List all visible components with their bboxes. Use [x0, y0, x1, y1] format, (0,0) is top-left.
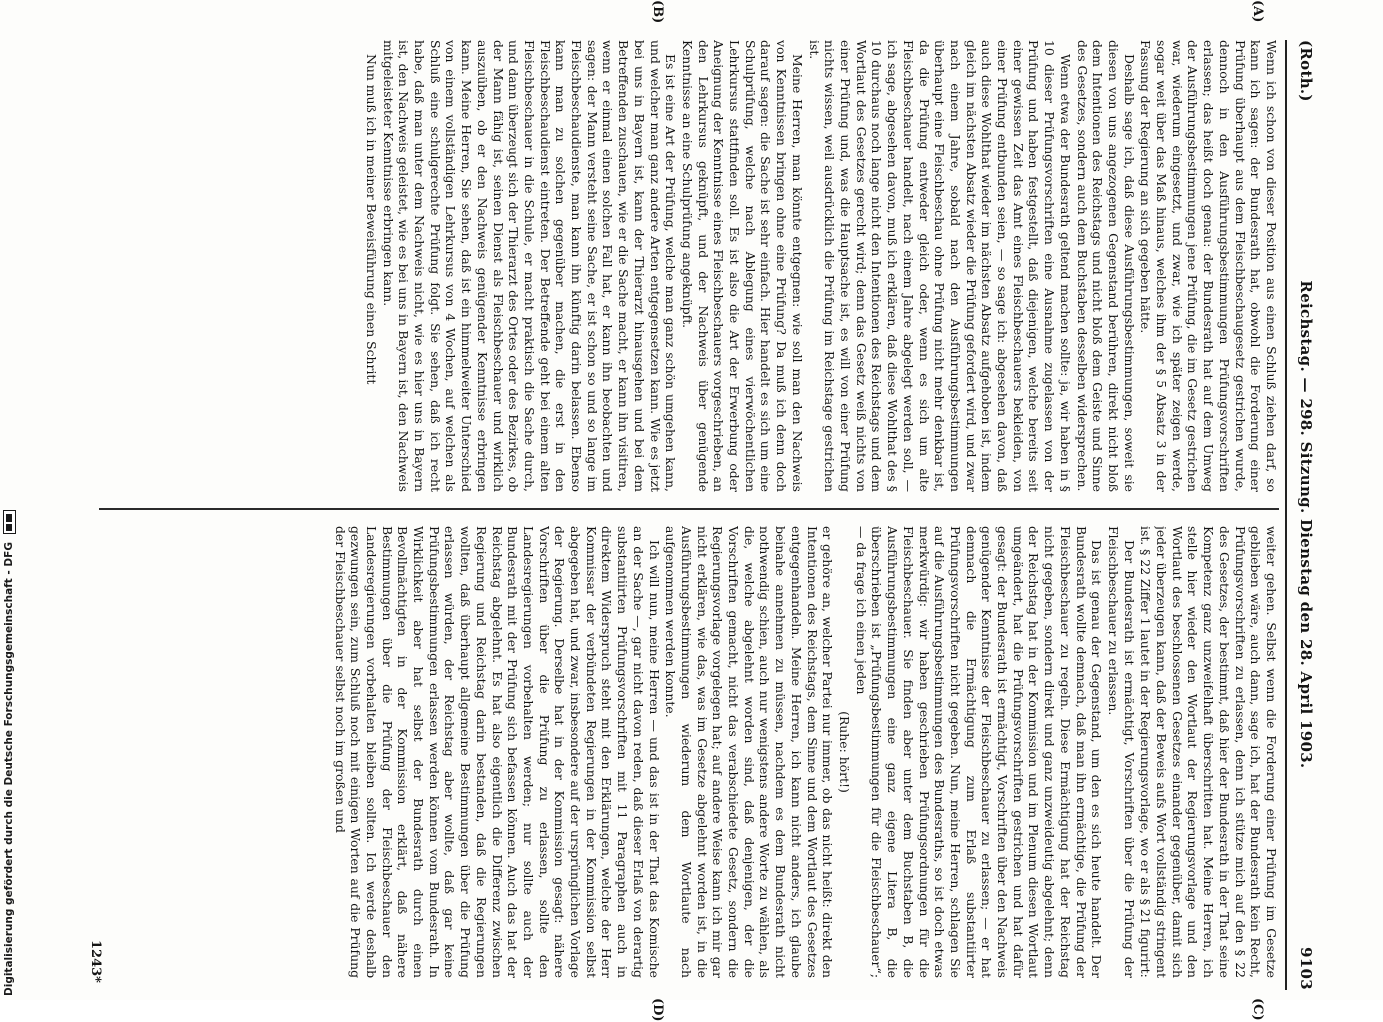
header-title: Reichstag. — 298. Sitzung. Dienstag den 28. April 1903. [1297, 280, 1315, 769]
page-header [1285, 40, 1325, 990]
left-paragraph: Deshalb sage ich, daß diese Ausführungsbestimmungen, soweit sie diesen von uns angezogenen Gegenstand berühren, direkt nicht bloß dem Intentionen des Reichstags und nicht bloß dem Geiste und Sinne des Gesetzes, sondern auch dem Buchstaben desselben widersprechen. [1074, 40, 1137, 492]
margin-marker-b: (B) [650, 0, 665, 24]
right-column [99, 526, 1279, 978]
left-paragraph: Wenn ich schon von dieser Position aus einen Schluß ziehen darf, so kann ich sagen: der Bundesrath hat, obwohl die Forderung einer Prüfung überhaupt aus dem Fleischbeschaugesetz gestrichen wurde, dennoch in den Ausführungsbestimmungen Prüfungsvorschriften erlassen; das heißt doch genau: der Bundesrath hat auf dem Umweg der Ausführungsbestimmungen jene Prüfung, die im Gesetz gestrichen war, wiederum eingesetzt, und zwar, wie ich später zeigen werde, sogar weit über das Maß hinaus, welches ihm der § 5 Absatz 3 in der Fassung der Regierung an sich gegeben hätte. [1138, 40, 1279, 492]
header-page-number: 9103 [1297, 947, 1315, 990]
interjection: (Ruhe: hört!) [837, 711, 853, 793]
left-column [99, 40, 1279, 492]
header-speaker: (Roth.) [1297, 40, 1315, 102]
rotated-newspaper-page [80, 0, 1325, 1022]
right-paragraph: Der Bundesrath ist ermächtigt, Vorschriften über die Prüfung der Fleischbeschauer zu erlassen. [1105, 526, 1137, 978]
left-paragraph: Nun muß ich in meiner Beweisführung einen Schritt [363, 54, 379, 385]
right-paragraph: Das ist genau der Gegenstand, um den es sich heute handelt. Der Bundesrath wollte demnach, daß man ihn ermächtige, die Prüfung der Fleischbeschauer zu regeln. Diese Ermächtigung hat der Reichstag nicht gegeben, sondern direkt und ganz unzweideutig abgelehnt; denn der Reichstag hat in der Kommission und im Plenum diesen Wortlaut umgeändert, hat die Prüfungsvorschriften gestrichen und hat dafür gesagt: der Bundesrath ist ermächtigt, Vorschriften über den Nachweis genügender Kenntnisse der Fleischbeschauer zu erlassen; — er hat demnach die Ermächtigung zum Erlaß substantiirter Prüfungsvorschriften nicht gegeben. Nun, meine Herren, schlagen Sie auf die Ausführungsbestimmungen des Bundesraths, so ist doch etwas merkwürdig: wir haben geschrieben Prüfungsordnungen für die Fleischbeschauer. Sie finden aber unter dem Buchstaben B, die Ausführungsbestimmungen eine ganz eigene Litera B, die überschrieben ist „Prüfungsbestimmungen für die Fleischbeschauer“; — da frage ich einen jeden [853, 526, 1105, 978]
left-paragraph: Es ist eine Art der Prüfung, welche man ganz schön umgehen kann, und welcher man ganz andere Arten entgegensetzen kann. Wie es jetzt bei uns in Bayern ist, kann der Thierarzt hinausgehen und bei dem Betreffenden zuschauen, wie er die Sache macht, er kann ihn visitiren, wenn er einmal einen solchen Fall hat, er kann ihn beobachten und sagen: der Mann versteht seine Sache, er ist schon so und so lange im Fleischbeschaudienste, man kann ihn künftig darin belassen. Ebenso kann man zu solchen gegenüber machen, die erst in den Fleischbeschaudienst eintreten. Der Betreffende geht bei einem alten Fleischbeschauer in die Schule, er macht praktisch die Sache durch, und dann überzeugt sich der Thierarzt des Ortes oder des Bezirkes, ob der Mann fähig ist, seinen Dienst als Fleischbeschauer und wirklich auszuüben, ob er den Nachweis genügender Kenntnisse erbringen kann. Meine Herren, Sie sehen, daß ist ein himmelweiter Unterschied von einem vollständigen Lehrkursus von 4 Wochen, auf welchen als Schluß eine schulgerechte Prüfung folgt. Sie sehen, daß ich recht habe, daß man unter dem Nachweis nicht, wie es hier uns in Bayern ist, den Nachweis geleistet, wie es bei uns in Bayern ist, den Nachweis mitgeleisteter Kenntnisse erbringen kann. [380, 40, 679, 492]
column-divider [99, 508, 1279, 510]
dfg-logo-icon [3, 510, 16, 534]
right-paragraph: er gehöre an, welcher Partei nur immer, ob das nicht heißt: direkt den Intentionen des Reichstags, dem Sinne und dem Wortlaut des Gesetzes entgegenhandeln. Meine Herren, ich kann nicht anders, ich glaube beinahe annehmen zu müssen, nachdem es dem Bundesrath nicht nothwendig schien, auch nur wenigstens andere Worte zu wählen, als die, welche abgelehnt worden sind, daß denjenigen, der die Vorschriften gemacht, nicht das verabschiedete Gesetz, sondern die Regierungsvorlage vorgelegen hat; auf andere Weise kann ich mir gar nicht erklären, wie das, was im Gesetze abgelehnt worden ist, in die Ausführungsbestimmungen wiederum dem Wortlaute nach aufgenommen werden konnte. [663, 526, 836, 978]
sheet-signature: 1243* [88, 940, 103, 983]
right-paragraph: weiter gehen. Selbst wenn die Forderung einer Prüfung im Gesetze geblieben wäre, auch dann, sage ich, hat der Bundesrath kein Recht, Prüfungsvorschriften zu erlassen, denn ich stütze mich auf den § 22 des Gesetzes, der bestimmt, daß hier der Bundesrath in der That seine Kompetenz ganz unzweifelhaft überschritten hat. Meine Herren, ich stelle hier wieder den Wortlaut der Regierungsvorlage und den Wortlaut des beschlossenen Gesetzes einander gegenüber, damit sich jeder überzeugen kann, daß der Beweis aufs Wort vollständig stringent ist. § 22 Ziffer 1 lautet in der Regierungsvorlage, wo er als § 21 figurirt: [1138, 526, 1279, 978]
left-paragraph: Wenn etwa der Bundesrath geltend machen sollte: ja, wir haben in § 10 dieser Prüfungsvorschriften eine Ausnahme zugelassen von der Prüfung und haben festgestellt, daß diejenigen, welche bereits seit einer gewissen Zeit das Amt eines Fleischbeschauers bekleiden, von einer Prüfung entbunden seien, — so sage ich: abgesehen davon, daß auch diese Wohlthat wieder im nächsten Absatz aufgehoben ist, indem gleich im nächsten Absatz wieder die Prüfung gefordert wird, und zwar nach einem Jahre, sobald nach den Ausführungsbestimmungen überhaupt eine Fleischbeschau ohne Prüfung nicht mehr denkbar ist, da die Prüfung entweder gleich oder, wenn es sich um alte Fleischbeschauer handelt, nach einem Jahre abgelegt werden soll, — ich sage, abgesehen davon, muß ich erklären, daß diese Wohlthat des § 10 durchaus noch lange nicht den Intentionen des Reichstags und dem Wortlaut des Gesetzes gerecht wird; denn das Gesetz weiß nichts von einer Prüfung und, was die Hauptsache ist, es will von einer Prüfung nichts wissen, weil ausdrücklich die Prüfung im Reichstage gestrichen ist. [806, 40, 1073, 492]
margin-marker-d: (D) [650, 998, 665, 1022]
digitization-credit [0, 0, 18, 1000]
margin-marker-a: (A) [1250, 0, 1265, 23]
margin-marker-c: (C) [1250, 998, 1265, 1021]
credit-text: Digitalisierung gefördert durch die Deutsche Forschungsgemeinschaft - DFG [3, 542, 15, 996]
right-paragraph: Ich will nun, meine Herren — und das ist in der That das Komische an der Sache —, gar nicht davon reden, daß dieser Erlaß von derartig substantiirten Prüfungsvorschriften mit 11 Paragraphen auch in direktem Widerspruch steht mit den Erklärungen, welche der Herr Kommissar der verbündeten Regierungen in der Kommission selbst abgegeben hat, und zwar, insbesondere auf der ursprünglichen Vorlage der Regierung. Derselbe hat in der Kommission gesagt: nähere Vorschriften über die Prüfung zu erlassen, sollte den Landesregierungen vorbehalten werden; nur sollte auch der Bundesrath mit der Prüfung sich befassen können. Auch das hat der Reichstag abgelehnt. Es hat also eigentlich die Differenz zwischen Regierung und Reichstag darin bestanden, daß die Regierungen wollten, daß überhaupt allgemeine Bestimmungen über die Prüfung erlassen würden, der Reichstag aber wollte, daß gar keine Prüfungsbestimmungen erlassen werden können vom Bundesrath. In Wirklichkeit aber hat selbst der Bundesrath durch einen Bevollmächtigten in der Kommission erklärt, daß nähere Bestimmungen über die Prüfung der Fleischbeschauer den Landesregierungen vorbehalten bleiben sollten. Ich werde deshalb gezwungen sein, zum Schluß noch mit einigen Worten auf die Prüfung der Fleischbeschauer selbst noch im großen und [332, 526, 662, 978]
left-paragraph: Meine Herren, man könnte entgegnen: wie soll man den Nachweis von Kenntnissen bringen ohne eine Prüfung? Da muß ich denn doch darauf sagen: die Sache ist sehr einfach. Hier handelt es sich um eine Schulprüfung, welche nach Ablegung eines vierwöchentlichen Lehrkursus stattfinden soll. Es ist also die Art der Erwerbung oder Aneignung der Kenntnisse eines Fleischbeschauers vorgeschrieben, an den Lehrkursus geknüpft, und der Nachweis über genügende Kenntnisse an eine Schulprüfung angeknüpft. [679, 40, 805, 492]
